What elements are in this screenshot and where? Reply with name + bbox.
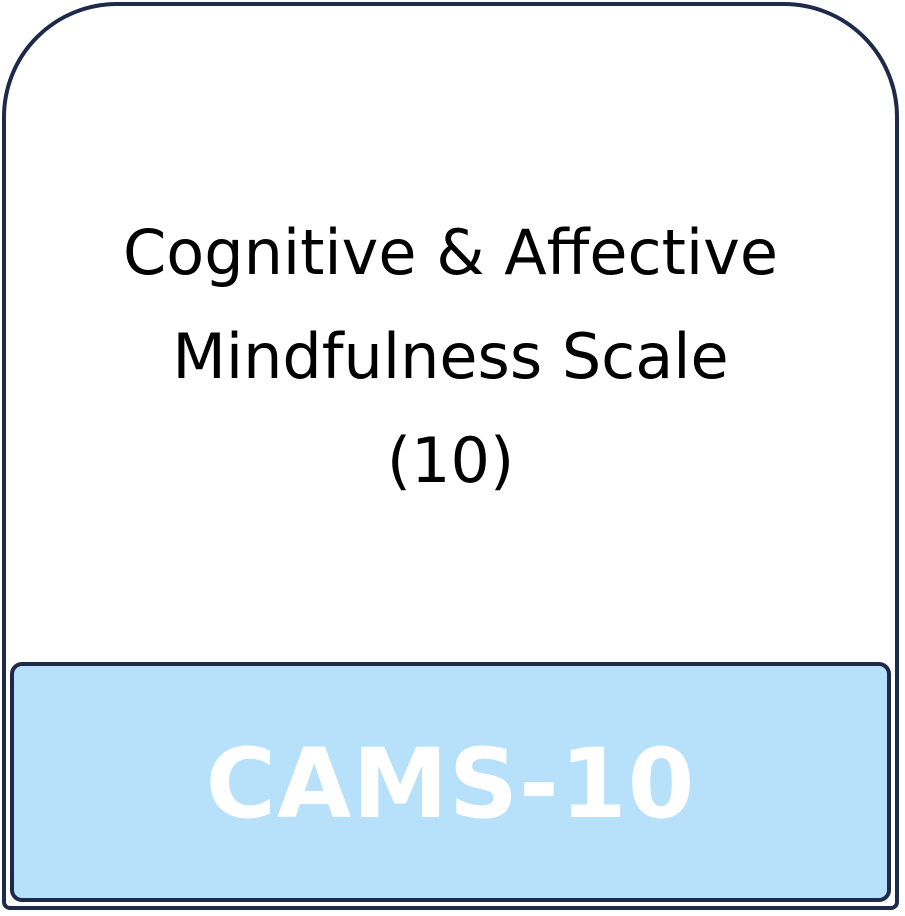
title-line-2: Mindfulness Scale [172, 320, 729, 393]
title-line-1: Cognitive & Affective [123, 216, 778, 289]
scale-card[interactable] [2, 2, 899, 910]
scale-title [6, 201, 895, 513]
title-line-3: (10) [386, 424, 515, 497]
scale-abbreviation: CAMS-10 [205, 728, 696, 840]
footer-band [10, 662, 891, 902]
